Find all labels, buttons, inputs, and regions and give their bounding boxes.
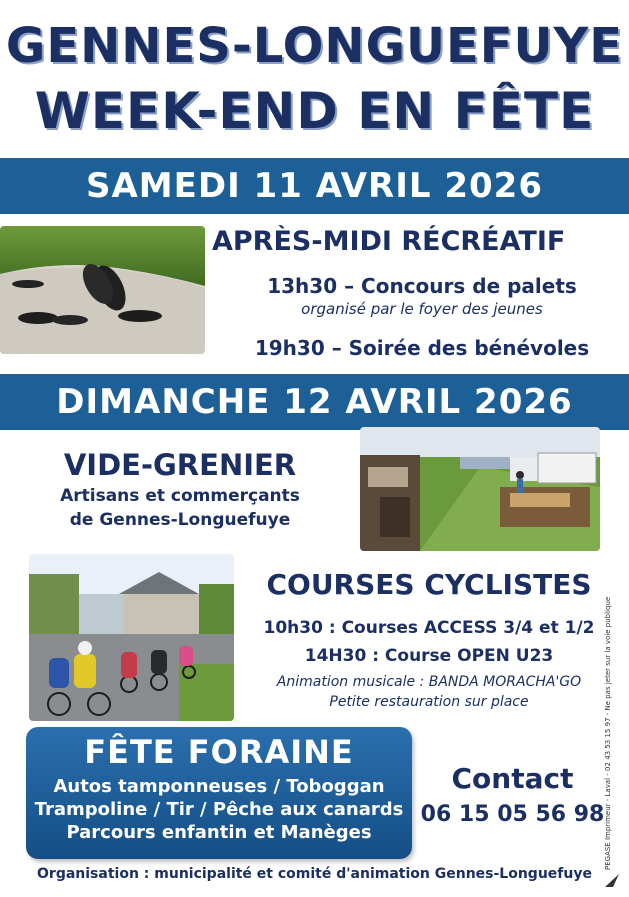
vide-grenier-photo — [360, 427, 600, 551]
sunday-date: DIMANCHE 12 AVRIL 2026 — [56, 382, 573, 422]
vide-grenier-photo-art — [360, 427, 600, 551]
vide-grenier-heading: VIDE-GRENIER — [63, 448, 297, 482]
saturday-band — [0, 158, 629, 214]
cycling-food: Petite restauration sur place — [329, 694, 529, 710]
contact-label: Contact — [451, 762, 574, 795]
organisation-footer: Organisation : municipalité et comité d'animation Gennes-Longuefuye — [37, 866, 592, 882]
cycling-photo-art — [29, 554, 234, 721]
fete-foraine-box — [26, 727, 412, 859]
printer-logo-icon — [604, 872, 620, 888]
printer-note-text: PEGASE Imprimeur - Laval - 02 43 53 15 97 - Ne pas jeter sur la voie publique — [604, 596, 612, 870]
vide-grenier-line1: Artisans et commerçants — [60, 486, 300, 506]
cycling-music: Animation musicale : BANDA MORACHA'GO — [276, 674, 582, 690]
vide-grenier-line2: de Gennes-Longuefuye — [69, 510, 291, 530]
poster-title-line1: GENNES-LONGUEFUYE — [5, 18, 624, 74]
fete-foraine-line1: Autos tamponneuses / Toboggan — [53, 776, 385, 797]
poster-title-line2: WEEK-END EN FÊTE — [34, 82, 595, 140]
cycling-heading: COURSES CYCLISTES — [266, 568, 592, 601]
fete-foraine-line3: Parcours enfantin et Manèges — [66, 822, 372, 843]
volunteers-evening: 19h30 – Soirée des bénévoles — [254, 336, 590, 360]
palets-photo — [0, 226, 205, 354]
palets-organizer: organisé par le foyer des jeunes — [301, 300, 543, 318]
fete-foraine-heading: FÊTE FORAINE — [84, 733, 354, 771]
cycling-race-1: 10h30 : Courses ACCESS 3/4 et 1/2 — [263, 618, 595, 638]
saturday-date: SAMEDI 11 AVRIL 2026 — [85, 166, 543, 206]
saturday-heading: APRÈS-MIDI RÉCRÉATIF — [212, 226, 566, 257]
cycling-photo — [29, 554, 234, 721]
sunday-band — [0, 374, 629, 430]
fete-foraine-line2: Trampoline / Tir / Pêche aux canards — [34, 799, 404, 820]
palets-photo-art — [0, 226, 205, 354]
cycling-race-2: 14H30 : Course OPEN U23 — [304, 646, 554, 666]
contact-phone[interactable]: 06 15 05 56 98 — [420, 802, 605, 827]
printer-note — [604, 596, 624, 870]
palets-event: 13h30 – Concours de palets — [267, 274, 577, 298]
